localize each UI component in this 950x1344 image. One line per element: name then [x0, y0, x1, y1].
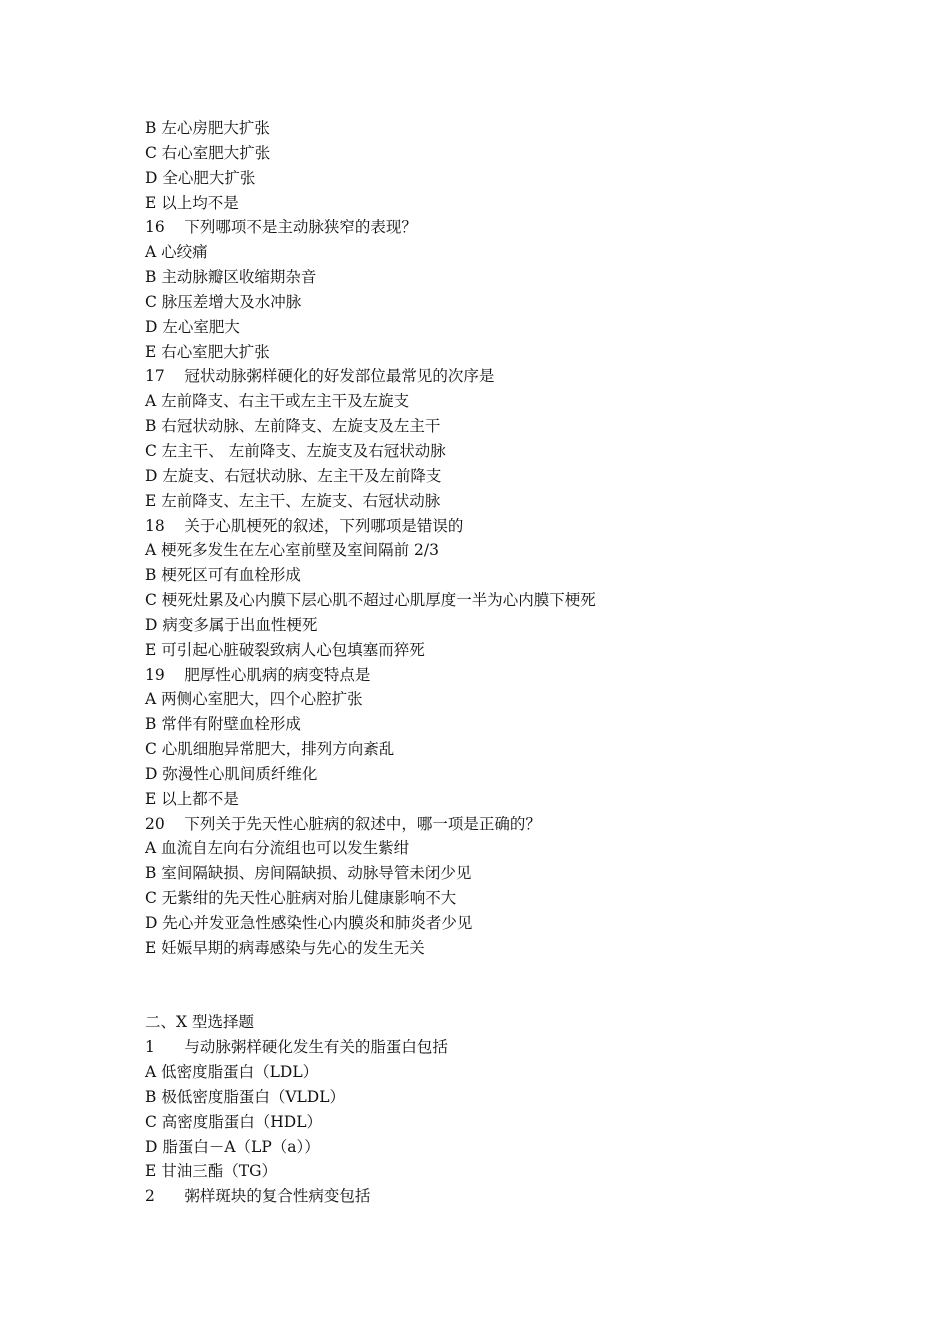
text-line: E 以上都不是	[145, 789, 239, 808]
questions-x-type-block	[145, 1010, 865, 1209]
text-line: B 极低密度脂蛋白（VLDL）	[145, 1087, 346, 1106]
text-line: A 血流自左向右分流组也可以发生紫绀	[145, 839, 410, 858]
section-gap	[145, 961, 865, 1011]
text-line: D 全心肥大扩张	[145, 168, 256, 187]
text-line: A 左前降支、右主干或左主干及左旋支	[145, 392, 410, 411]
questions-single-choice-block	[145, 116, 865, 961]
text-line: E 右心室肥大扩张	[145, 342, 270, 361]
text-line: E 甘油三酯（TG）	[145, 1162, 277, 1181]
text-line: 17 冠状动脉粥样硬化的好发部位最常见的次序是	[145, 367, 495, 386]
text-line: D 脂蛋白－A（LP（a））	[145, 1137, 320, 1156]
text-line: D 左旋支、右冠状动脉、左主干及左前降支	[145, 466, 442, 485]
text-line: B 常伴有附壁血栓形成	[145, 715, 301, 734]
text-line: C 心肌细胞异常肥大，排列方向紊乱	[145, 740, 395, 759]
text-line: C 无紫绀的先天性心脏病对胎儿健康影响不大	[145, 889, 457, 908]
text-line: E 以上均不是	[145, 193, 239, 212]
text-line: 18 关于心肌梗死的叙述，下列哪项是错误的	[145, 516, 464, 535]
text-line: 16 下列哪项不是主动脉狭窄的表现？	[145, 218, 417, 237]
text-line: B 主动脉瓣区收缩期杂音	[145, 268, 317, 287]
text-line: E 可引起心脏破裂致病人心包填塞而猝死	[145, 640, 425, 659]
text-line: E 妊娠早期的病毒感染与先心的发生无关	[145, 938, 425, 957]
text-line: 19 肥厚性心肌病的病变特点是	[145, 665, 371, 684]
document-body	[145, 116, 865, 1209]
text-line: D 弥漫性心肌间质纤维化	[145, 764, 318, 783]
text-line: C 高密度脂蛋白（HDL）	[145, 1112, 323, 1131]
text-line: 1 与动脉粥样硬化发生有关的脂蛋白包括	[145, 1038, 448, 1057]
text-line: 20 下列关于先天性心脏病的叙述中，哪一项是正确的？	[145, 814, 541, 833]
text-line: A 梗死多发生在左心室前壁及室间隔前 2/3	[145, 541, 439, 560]
text-line: B 左心房肥大扩张	[145, 119, 270, 137]
text-line: C 右心室肥大扩张	[145, 143, 271, 162]
text-line: D 左心室肥大	[145, 317, 240, 336]
text-line: B 右冠状动脉、左前降支、左旋支及左主干	[145, 417, 441, 436]
text-line: B 室间隔缺损、房间隔缺损、动脉导管未闭少见	[145, 864, 472, 883]
text-line: 2 粥样斑块的复合性病变包括	[145, 1187, 371, 1206]
text-line: A 低密度脂蛋白（LDL）	[145, 1063, 319, 1082]
text-line: C 左主干、 左前降支、左旋支及右冠状动脉	[145, 441, 446, 460]
text-line: A 两侧心室肥大，四个心腔扩张	[145, 690, 363, 709]
text-line: D 先心并发亚急性感染性心内膜炎和肺炎者少见	[145, 914, 473, 932]
text-line: E 左前降支、左主干、左旋支、右冠状动脉	[145, 491, 441, 510]
text-line: B 梗死区可有血栓形成	[145, 566, 301, 585]
text-line: D 病变多属于出血性梗死	[145, 615, 318, 634]
text-line: A 心绞痛	[145, 243, 208, 262]
text-line: 二、X 型选择题	[145, 1013, 254, 1032]
text-line: C 脉压差增大及水冲脉	[145, 292, 302, 311]
text-line: C 梗死灶累及心内膜下层心肌不超过心肌厚度一半为心内膜下梗死	[145, 591, 596, 610]
